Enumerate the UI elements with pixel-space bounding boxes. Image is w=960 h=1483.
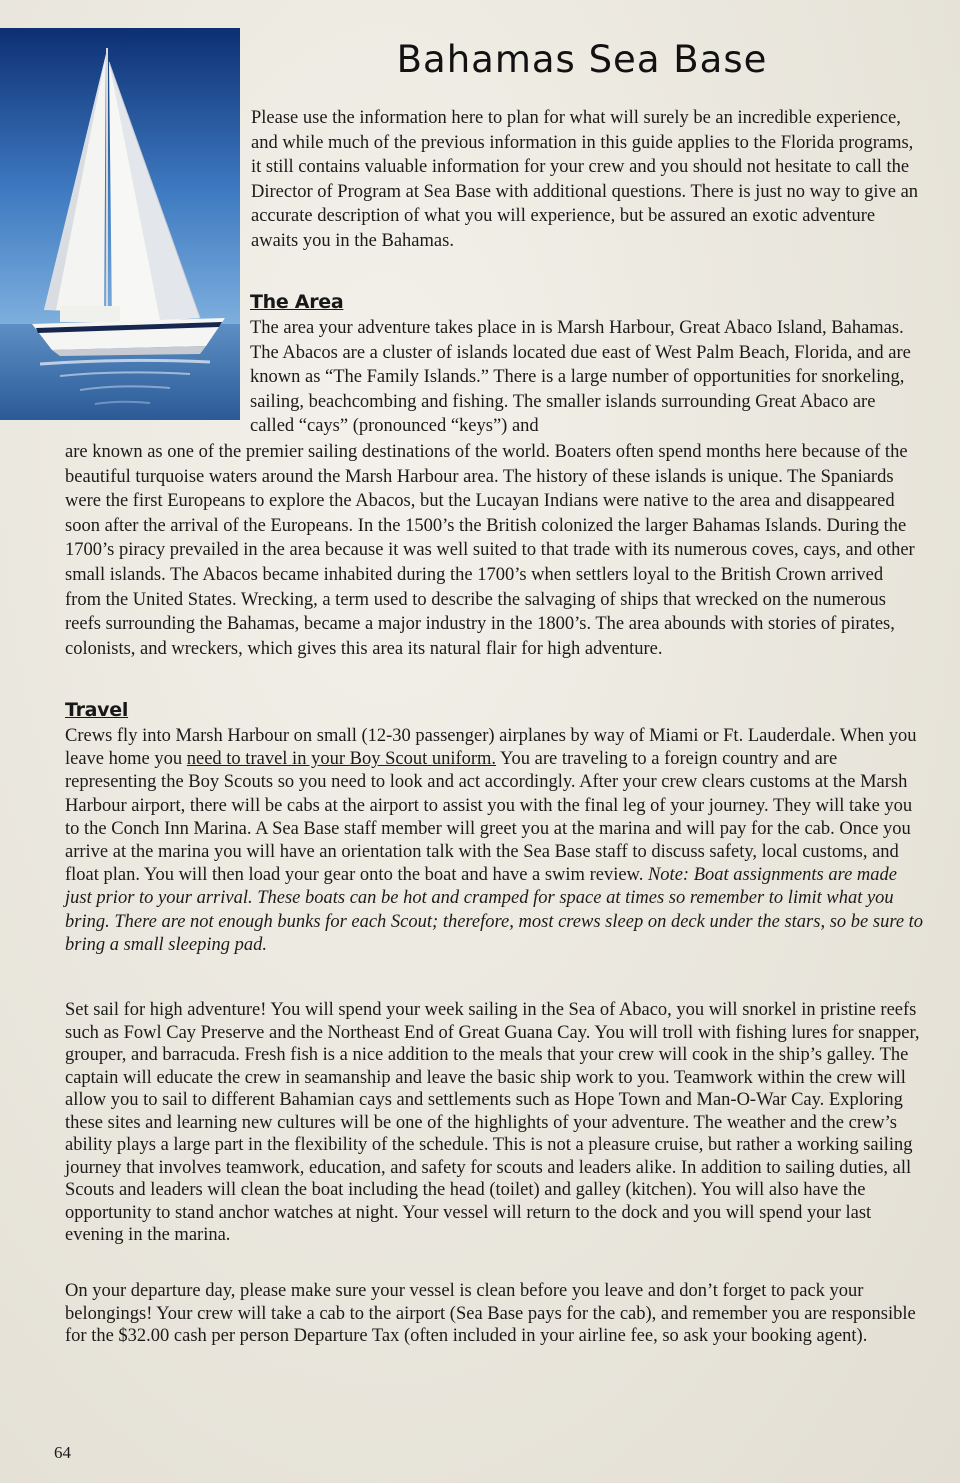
page-title: Bahamas Sea Base — [396, 38, 768, 81]
area-paragraph-part2: are known as one of the premier sailing destinations of the world. Boaters often spend months here because of the beautiful turquoise waters around the Marsh Harbour area. The history of these islands is unique. The Spaniards were the first Europeans to explore the Abacos, but the Lucayan Indians were native to the area and disappeared soon after the arrival of the Europeans. In the 1500’s the British colonized the larger Bahamas Islands. During the 1700’s piracy prevailed in the area because it was well suited to that trade with its numerous coves, cays, and other small islands. The Abacos became inhabited during the 1700’s when settlers loyal to the British Crown arrived from the United States. Wrecking, a term used to describe the salvaging of ships that wrecked on the numerous reefs surrounding the Bahamas, became a major industry in the 1800’s. The area abounds with stories of pirates, colonists, and wreckers, which gives this area its natural flair for high adventure. — [65, 442, 915, 659]
boat-assignment-note: Note: Boat assignments are made just prior to your arrival. These boats can be hot and cramped for space at times so remember to limit what you bring. There are not enough bunks for each Scout; therefore, most crews sleep on deck under the stars, so be sure to bring a small sleeping pad. — [65, 865, 924, 955]
area-paragraph-part1: The area your adventure takes place in is Marsh Harbour, Great Abaco Island, Bahamas. The Abacos are a cluster of islands located due east of West Palm Beach, Florida, and are known as “The Family Islands.” There is a large number of opportunities for snorkeling, sailing, beachcombing and fishing. The smaller islands surrounding Great Abaco are called “cays” (pronounced “keys”) and — [250, 318, 911, 437]
travel-heading: Travel — [65, 699, 129, 721]
travel-text-a: Crews fly into Marsh Harbour on small (12-30 passenger) airplanes by way of Miami or Ft. Lauderdale. When you leave home you — [65, 726, 917, 770]
travel-text-b: You are traveling to a foreign country and are representing the Boy Scouts so you need to look and act accordingly. After your crew clears customs at the Marsh Harbour airport, there will be cabs at the airport to assist you with the final leg of your journey. They will take you to the Conch Inn Marina. A Sea Base staff member will greet you at the marina and will pay for the cab. Once you arrive at the marina you will have an orientation talk with the Sea Base staff to discuss safety, local customs, and float plan. You will then load your gear onto the boat and have a swim review. — [65, 749, 913, 886]
intro-paragraph: Please use the information here to plan for what will surely be an incredible experience, and while much of the previous information in this guide applies to the Florida programs, it still contains valuable information for your crew and you should not hesitate to call the Director of Program at Sea Base with additional questions. There is just no way to give an accurate description of what you will experience, but be assured an exotic adventure awaits you in the Bahamas. — [251, 108, 919, 251]
sailing-paragraph: Set sail for high adventure! You will spend your week sailing in the Sea of Abaco, you will snorkel in pristine reefs such as Fowl Cay Preserve and the Northeast End of Great Guana Cay. You will troll with fishing lures for snapper, grouper, and barracuda. Fresh fish is a nice addition to the meals that your crew will cook in the ship’s galley. The captain will educate the crew in seamanship and leave the basic ship work to you. Teamwork within the crew will allow you to sail to different Bahamian cays and settlements such as Hope Town and Man-O-War Cay. Exploring these sites and learning new cultures will be one of the highlights of your adventure. The weather and the crew’s ability plays a large part in the flexibility of the schedule. This is not a pleasure cruise, but rather a working sailing journey that involves teamwork, education, and safety for scouts and leaders alike. In addition to sailing duties, all Scouts and leaders will clean the boat including the head (toilet) and galley (kitchen). You will also have the opportunity to stand anchor watches at night. Your vessel will return to the dock and you will spend your last evening in the marina. — [65, 1000, 920, 1245]
travel-paragraph — [65, 725, 925, 957]
departure-paragraph: On your departure day, please make sure your vessel is clean before you leave and don’t forget to pack your belongings! Your crew will take a cab to the airport (Sea Base pays for the cab), and remember you are responsible for the $32.00 cash per person Departure Tax (often included in your airline fee, so ask your booking agent). — [65, 1281, 916, 1346]
page-number: 64 — [54, 1443, 71, 1462]
area-heading: The Area — [250, 291, 344, 313]
uniform-requirement: need to travel in your Boy Scout uniform. — [186, 749, 497, 770]
sailboat-photo — [0, 28, 240, 420]
